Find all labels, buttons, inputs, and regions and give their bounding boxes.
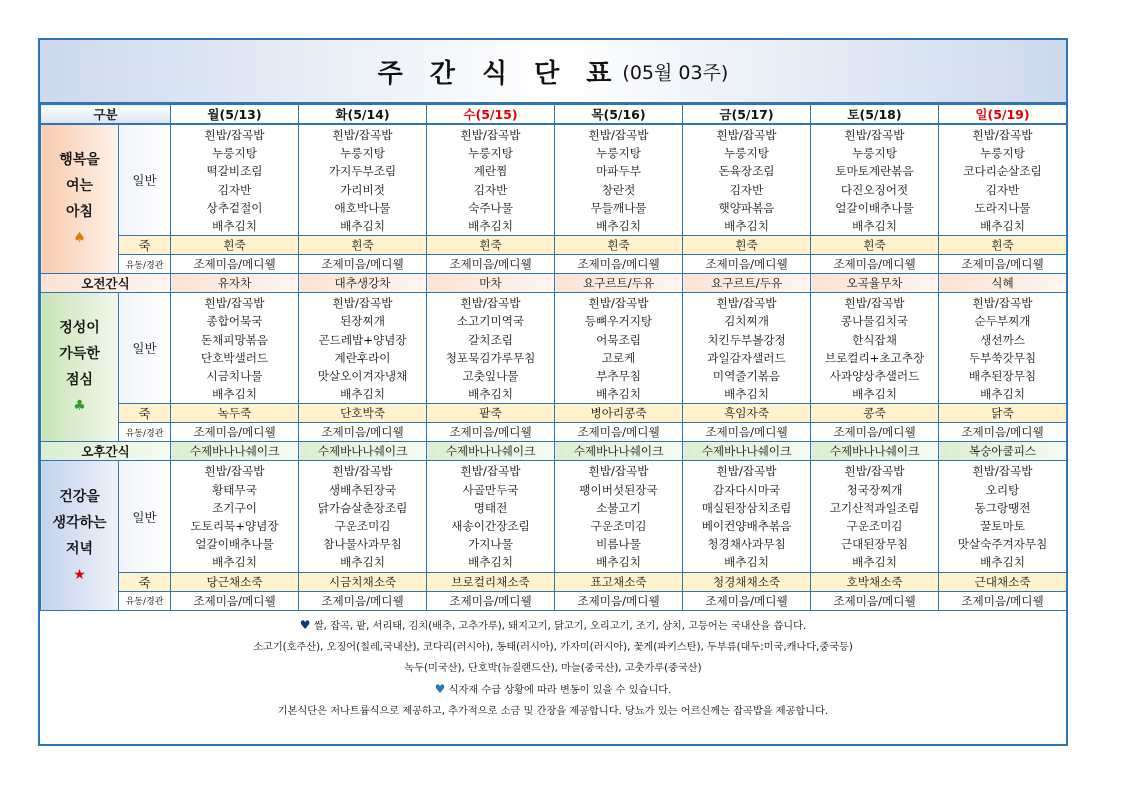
porridge-cell: 호박채소죽 [811, 572, 939, 591]
liquid-cell: 조제미음/메디웰 [171, 591, 299, 610]
menu-item: 맛살숙주겨자무침 [957, 537, 1048, 552]
dinner-liquid-row [41, 591, 1067, 610]
menu-item: 순두부찌개 [974, 314, 1031, 329]
menu-item: 흰밥/잡곡밥 [332, 128, 393, 142]
porridge-label: 죽 [119, 572, 171, 591]
liquid-cell: 조제미음/메디웰 [299, 423, 427, 442]
meal-name-line: 가득한 [59, 346, 100, 363]
snack-cell: 오곡율무차 [811, 274, 939, 293]
menu-table [40, 104, 1067, 611]
menu-item: 누룽지탕 [980, 146, 1025, 161]
menu-cell [299, 124, 427, 236]
liquid-cell: 조제미음/메디웰 [683, 423, 811, 442]
menu-cell [171, 293, 299, 404]
weekly-menu-frame [38, 38, 1068, 746]
porridge-cell: 표고채소죽 [555, 572, 683, 591]
menu-cell [299, 461, 427, 572]
menu-item: 토마토계란볶음 [835, 164, 914, 179]
menu-item: 배추김치 [980, 555, 1025, 570]
porridge-cell: 근대채소죽 [939, 572, 1067, 591]
lunch-liquid-row [41, 423, 1067, 442]
snack-label: 오후간식 [41, 442, 171, 461]
basic-notice: 기본식단은 저나트륨식으로 제공하고, 추가적으로 소금 및 간장을 제공합니다. 당뇨가 있는 어르신께는 잡곡밥을 제공합니다. [277, 705, 829, 717]
snack-cell: 요구르트/두유 [555, 274, 683, 293]
menu-item: 배추김치 [212, 387, 257, 402]
menu-item: 비름나물 [596, 537, 641, 552]
menu-item: 새송이간장조림 [451, 519, 530, 534]
snack-cell: 수제바나나쉐이크 [171, 442, 299, 461]
menu-item: 햇양파볶음 [718, 200, 775, 215]
menu-item: 치킨두부볼강정 [707, 332, 786, 347]
menu-item: 누룽지탕 [468, 146, 513, 161]
menu-cell [427, 461, 555, 572]
lunch-general-row [41, 293, 1067, 404]
porridge-label: 죽 [119, 236, 171, 255]
menu-item: 근대된장무침 [840, 537, 909, 552]
menu-item: 김자반 [473, 182, 508, 197]
menu-item: 브로컬리+초고추장 [824, 350, 925, 365]
lunch-porridge-row [41, 404, 1067, 423]
menu-item: 생배추된장국 [328, 482, 397, 497]
pm_snack-row [41, 442, 1067, 461]
dinner-porridge-row [41, 572, 1067, 591]
spade-icon: ♠ [73, 230, 86, 247]
menu-item: 청포묵김가루무침 [445, 350, 536, 365]
menu-cell [683, 293, 811, 404]
liquid-label: 유동/경관 [119, 423, 171, 442]
origin-note-1: ♥ 쌀, 잡곡, 팥, 서리태, 김치(배추, 고추가루), 돼지고기, 닭고기, 오리고기, 조기, 삼치, 고등어는 국내산을 씁니다. [299, 617, 807, 632]
club-icon: ♣ [73, 398, 86, 415]
menu-item: 흰밥/잡곡밥 [716, 128, 777, 142]
menu-item: 시금치나물 [206, 369, 263, 384]
porridge-cell: 흰죽 [811, 236, 939, 255]
porridge-cell: 흰죽 [939, 236, 1067, 255]
heart-icon: ♥ [299, 617, 311, 632]
snack-cell: 수제바나나쉐이크 [555, 442, 683, 461]
menu-item: 부추무침 [596, 369, 641, 384]
menu-item: 배추김치 [468, 387, 513, 402]
menu-item: 배추김치 [852, 555, 897, 570]
day-header: 수(5/15) [427, 105, 555, 125]
liquid-cell: 조제미음/메디웰 [811, 423, 939, 442]
liquid-cell: 조제미음/메디웰 [299, 591, 427, 610]
menu-item: 사골만두국 [462, 482, 519, 497]
menu-item: 고춧잎나물 [462, 369, 519, 384]
menu-item: 꿀토마토 [980, 519, 1025, 534]
snack-cell: 수제바나나쉐이크 [811, 442, 939, 461]
day-header: 월(5/13) [171, 105, 299, 125]
menu-item: 곤드레밥+양념장 [318, 332, 407, 347]
menu-item: 가지두부조림 [328, 164, 397, 179]
menu-item: 마파두부 [596, 164, 641, 179]
porridge-cell: 시금치채소죽 [299, 572, 427, 591]
menu-item: 조기구이 [212, 500, 257, 515]
menu-item: 단호박샐러드 [200, 350, 269, 365]
menu-item: 배추김치 [724, 219, 769, 234]
liquid-cell: 조제미음/메디웰 [555, 591, 683, 610]
header-row [41, 105, 1067, 125]
breakfast-label [41, 124, 119, 274]
menu-item: 도토리묵+양념장 [190, 519, 279, 534]
snack-cell: 요구르트/두유 [683, 274, 811, 293]
menu-item: 구운조미김 [334, 519, 391, 534]
snack-cell: 대추생강차 [299, 274, 427, 293]
menu-item: 두부쑥갓무침 [968, 350, 1037, 365]
am_snack-row [41, 274, 1067, 293]
origin-note-3: 녹두(미국산), 단호박(뉴질랜드산), 마늘(중국산), 고춧가루(중국산) [404, 662, 702, 674]
liquid-cell: 조제미음/메디웰 [171, 255, 299, 274]
general-label: 일반 [119, 461, 171, 572]
day-header: 화(5/14) [299, 105, 427, 125]
menu-item: 오리탕 [985, 482, 1020, 497]
origin-note-2: 소고기(호주산), 오징어(칠레,국내산), 코다리(러시아), 동태(러시아), 가자미(러시아), 꽃게(파키스탄), 두부류(대두:미국,캐나다,중국등) [253, 641, 853, 653]
meal-name-line: 아침 [65, 204, 94, 221]
menu-item: 배추김치 [724, 555, 769, 570]
menu-item: 배추김치 [980, 387, 1025, 402]
title-bar [40, 40, 1066, 104]
menu-item: 어묵조림 [596, 332, 641, 347]
snack-cell: 식혜 [939, 274, 1067, 293]
menu-item: 생선까스 [980, 332, 1025, 347]
day-header: 일(5/19) [939, 105, 1067, 125]
menu-item: 흰밥/잡곡밥 [332, 464, 393, 479]
lunch-label [41, 293, 119, 442]
porridge-cell: 단호박죽 [299, 404, 427, 423]
day-header: 금(5/17) [683, 105, 811, 125]
menu-cell [811, 293, 939, 404]
menu-cell [171, 124, 299, 236]
menu-item: 흰밥/잡곡밥 [332, 296, 393, 311]
porridge-cell: 브로컬리채소죽 [427, 572, 555, 591]
liquid-cell: 조제미음/메디웰 [683, 255, 811, 274]
menu-cell [811, 461, 939, 572]
porridge-cell: 병아리콩죽 [555, 404, 683, 423]
menu-item: 흰밥/잡곡밥 [844, 128, 905, 142]
general-label: 일반 [119, 124, 171, 236]
menu-item: 흰밥/잡곡밥 [844, 296, 905, 311]
porridge-cell: 당근채소죽 [171, 572, 299, 591]
day-header: 목(5/16) [555, 105, 683, 125]
menu-item: 누룽지탕 [340, 146, 385, 161]
snack-cell: 수제바나나쉐이크 [299, 442, 427, 461]
meal-name-line: 정성이 [59, 320, 100, 337]
dinner-label [41, 461, 119, 610]
menu-item: 매실된장삼치조림 [701, 500, 792, 515]
porridge-cell: 흰죽 [683, 236, 811, 255]
porridge-cell: 팥죽 [427, 404, 555, 423]
menu-item: 계란후라이 [334, 350, 391, 365]
porridge-cell: 흰죽 [427, 236, 555, 255]
menu-item: 김자반 [729, 182, 764, 197]
heart-icon: ♥ [434, 681, 446, 696]
menu-item: 구운조미김 [590, 519, 647, 534]
menu-item: 흰밥/잡곡밥 [972, 128, 1033, 142]
menu-item: 누룽지탕 [724, 146, 769, 161]
menu-cell [555, 124, 683, 236]
porridge-cell: 콩죽 [811, 404, 939, 423]
liquid-cell: 조제미음/메디웰 [939, 423, 1067, 442]
meal-name-line: 여는 [65, 178, 94, 195]
snack-cell: 마차 [427, 274, 555, 293]
porridge-cell: 청경채채소죽 [683, 572, 811, 591]
menu-item: 청국장찌개 [846, 482, 903, 497]
snack-cell: 유자차 [171, 274, 299, 293]
menu-cell [939, 461, 1067, 572]
menu-item: 흰밥/잡곡밥 [588, 128, 649, 142]
menu-item: 배추김치 [212, 219, 257, 234]
menu-item: 흰밥/잡곡밥 [460, 128, 521, 142]
liquid-cell: 조제미음/메디웰 [555, 423, 683, 442]
menu-cell [683, 124, 811, 236]
meal-name-line: 저녁 [65, 540, 94, 557]
menu-item: 계란찜 [473, 164, 508, 179]
menu-item: 김자반 [217, 182, 252, 197]
menu-item: 맛살오이겨자냉채 [317, 369, 408, 384]
menu-item: 배추김치 [980, 219, 1025, 234]
liquid-cell: 조제미음/메디웰 [171, 423, 299, 442]
meal-name-line: 점심 [65, 372, 94, 389]
menu-item: 창란젓 [601, 182, 636, 197]
dinner-general-row [41, 461, 1067, 572]
porridge-cell: 흰죽 [555, 236, 683, 255]
porridge-cell: 흰죽 [299, 236, 427, 255]
snack-cell: 수제바나나쉐이크 [427, 442, 555, 461]
menu-item: 배추된장무침 [968, 369, 1037, 384]
menu-item: 흰밥/잡곡밥 [204, 296, 265, 311]
menu-item: 다진오징어젓 [840, 182, 909, 197]
menu-item: 배추김치 [340, 555, 385, 570]
menu-item: 감자다시마국 [712, 482, 781, 497]
liquid-label: 유동/경관 [119, 255, 171, 274]
menu-item: 종합어묵국 [206, 314, 263, 329]
breakfast-porridge-row [41, 236, 1067, 255]
menu-item: 누룽지탕 [596, 146, 641, 161]
liquid-cell: 조제미음/메디웰 [939, 591, 1067, 610]
liquid-cell: 조제미음/메디웰 [939, 255, 1067, 274]
menu-item: 고기산적과일조림 [829, 500, 920, 515]
menu-item: 무들깨나물 [590, 200, 647, 215]
menu-item: 배추김치 [468, 555, 513, 570]
menu-item: 배추김치 [468, 219, 513, 234]
menu-item: 흰밥/잡곡밥 [204, 128, 265, 142]
menu-item: 황태무국 [212, 482, 257, 497]
menu-item: 구운조미김 [846, 519, 903, 534]
liquid-cell: 조제미음/메디웰 [555, 255, 683, 274]
menu-item: 흰밥/잡곡밥 [588, 464, 649, 479]
menu-item: 흰밥/잡곡밥 [972, 464, 1033, 479]
menu-item: 등뼈우거지탕 [584, 314, 653, 329]
menu-item: 누룽지탕 [852, 146, 897, 161]
menu-item: 배추김치 [596, 387, 641, 402]
menu-item: 얼갈이배추나물 [835, 200, 914, 215]
menu-cell [171, 461, 299, 572]
menu-cell [299, 293, 427, 404]
breakfast-liquid-row [41, 255, 1067, 274]
menu-item: 배추김치 [852, 387, 897, 402]
menu-item: 가리비젓 [340, 182, 385, 197]
snack-label: 오전간식 [41, 274, 171, 293]
menu-item: 도라지나물 [974, 200, 1031, 215]
menu-item: 고로케 [601, 350, 636, 365]
menu-item: 흰밥/잡곡밥 [972, 296, 1033, 311]
menu-item: 흰밥/잡곡밥 [588, 296, 649, 311]
star-icon: ★ [73, 566, 86, 583]
liquid-label: 유동/경관 [119, 591, 171, 610]
menu-cell [555, 461, 683, 572]
menu-item: 배추김치 [596, 219, 641, 234]
change-notice: ♥ 식자재 수급 상황에 따라 변동이 있을 수 있습니다. [434, 681, 672, 696]
menu-item: 과일감자샐러드 [707, 350, 786, 365]
menu-item: 베이컨양배추볶음 [701, 519, 792, 534]
menu-item: 흰밥/잡곡밥 [204, 464, 265, 479]
menu-cell [427, 293, 555, 404]
liquid-cell: 조제미음/메디웰 [683, 591, 811, 610]
day-header: 토(5/18) [811, 105, 939, 125]
liquid-cell: 조제미음/메디웰 [299, 255, 427, 274]
menu-item: 갈치조림 [468, 332, 513, 347]
menu-item: 얼갈이배추나물 [195, 537, 274, 552]
porridge-cell: 흰죽 [171, 236, 299, 255]
menu-item: 닭가슴살춘장조림 [317, 500, 408, 515]
menu-item: 흰밥/잡곡밥 [716, 296, 777, 311]
menu-item: 김자반 [985, 182, 1020, 197]
general-label: 일반 [119, 293, 171, 404]
menu-item: 배추김치 [596, 555, 641, 570]
menu-item: 돈육장조림 [718, 164, 775, 179]
menu-item: 참나물사과무침 [323, 537, 402, 552]
page-title: 주 간 식 단 표 [377, 58, 621, 89]
menu-item: 사과양상추샐러드 [829, 369, 920, 384]
menu-cell [683, 461, 811, 572]
menu-item: 애호박나물 [334, 200, 391, 215]
menu-item: 청경채사과무침 [707, 537, 786, 552]
menu-item: 숙주나물 [468, 200, 513, 215]
menu-item: 상추겉절이 [206, 200, 263, 215]
menu-item: 된장찌개 [340, 314, 385, 329]
menu-item: 흰밥/잡곡밥 [716, 464, 777, 479]
page-subtitle-week: (05월 03주) [622, 61, 729, 84]
menu-item: 배추김치 [340, 219, 385, 234]
menu-item: 한식잡채 [852, 332, 897, 347]
menu-item: 흰밥/잡곡밥 [460, 296, 521, 311]
menu-cell [939, 293, 1067, 404]
menu-item: 동그랑땡전 [974, 500, 1031, 515]
liquid-cell: 조제미음/메디웰 [811, 255, 939, 274]
liquid-cell: 조제미음/메디웰 [427, 591, 555, 610]
meal-name-line: 행복을 [59, 152, 100, 169]
menu-item: 배추김치 [212, 555, 257, 570]
menu-item: 팽이버섯된장국 [579, 482, 658, 497]
menu-item: 배추김치 [724, 387, 769, 402]
menu-item: 미역줄기볶음 [712, 369, 781, 384]
snack-cell: 복숭아쿨피스 [939, 442, 1067, 461]
porridge-cell: 닭죽 [939, 404, 1067, 423]
menu-item: 흰밥/잡곡밥 [460, 464, 521, 479]
notes-section [40, 611, 1066, 722]
menu-item: 돈채피망볶음 [200, 332, 269, 347]
menu-item: 흰밥/잡곡밥 [844, 464, 905, 479]
liquid-cell: 조제미음/메디웰 [811, 591, 939, 610]
menu-item: 누룽지탕 [212, 146, 257, 161]
menu-item: 소불고기 [596, 500, 641, 515]
menu-item: 콩나물김치국 [840, 314, 909, 329]
menu-item: 떡갈비조림 [206, 164, 263, 179]
porridge-cell: 흑임자죽 [683, 404, 811, 423]
liquid-cell: 조제미음/메디웰 [427, 423, 555, 442]
snack-cell: 수제바나나쉐이크 [683, 442, 811, 461]
menu-item: 코다리순살조림 [963, 164, 1042, 179]
meal-name-line: 건강을 [59, 488, 100, 505]
menu-cell [427, 124, 555, 236]
liquid-cell: 조제미음/메디웰 [427, 255, 555, 274]
header-gubun: 구분 [41, 105, 171, 125]
menu-item: 명태전 [473, 500, 508, 515]
menu-item: 배추김치 [852, 219, 897, 234]
menu-cell [811, 124, 939, 236]
breakfast-general-row [41, 124, 1067, 236]
menu-item: 가지나물 [468, 537, 513, 552]
menu-cell [939, 124, 1067, 236]
menu-item: 소고기미역국 [456, 314, 525, 329]
menu-item: 배추김치 [340, 387, 385, 402]
porridge-cell: 녹두죽 [171, 404, 299, 423]
menu-cell [555, 293, 683, 404]
meal-name-line: 생각하는 [52, 514, 107, 531]
porridge-label: 죽 [119, 404, 171, 423]
menu-item: 김치찌개 [724, 314, 769, 329]
